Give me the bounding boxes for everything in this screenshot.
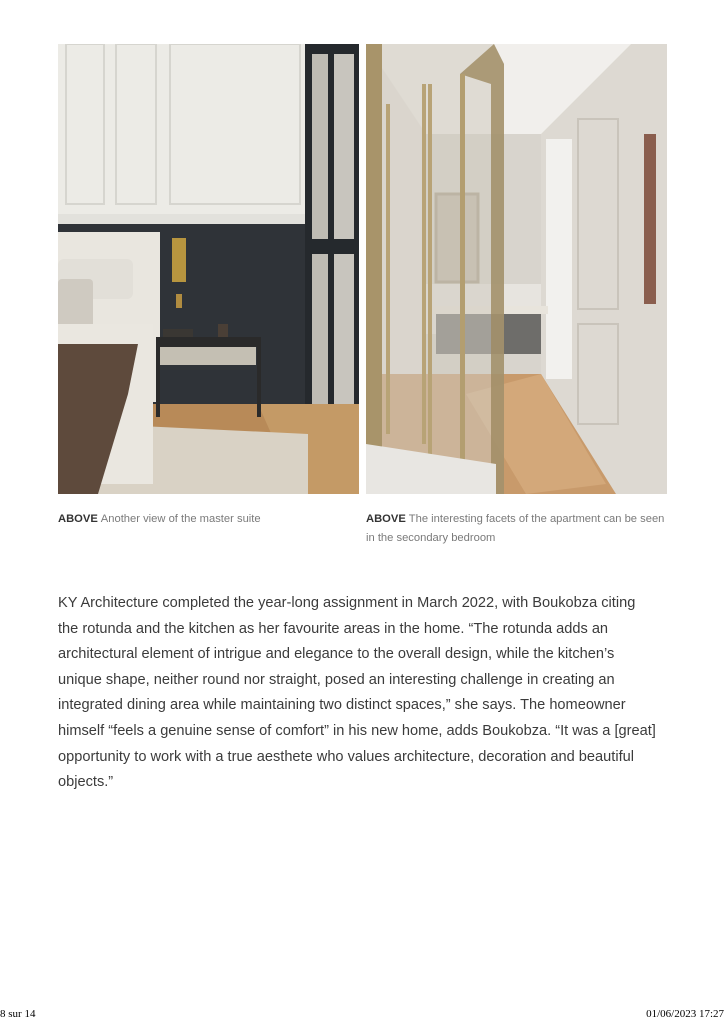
- caption-master-suite: [58, 510, 360, 529]
- caption-label: ABOVE: [366, 513, 406, 525]
- caption-secondary-bedroom: [366, 510, 668, 548]
- page-number: 8 sur 14: [0, 1008, 36, 1020]
- photo-master-suite: [58, 44, 359, 494]
- print-timestamp: 01/06/2023 17:27: [646, 1008, 724, 1020]
- photo-secondary-bedroom: [366, 44, 667, 494]
- caption-text: Another view of the master suite: [100, 513, 261, 525]
- caption-label: ABOVE: [58, 513, 98, 525]
- body-paragraph: KY Architecture completed the year-long assignment in March 2022, with Boukobza citing the rotunda and the kitchen as her favourite areas in the home. “The rotunda adds an architectural element of intrigue and elegance to the overall design, while the kitchen’s unique shape, neither round nor straight, posed an interesting challenge in creating an integrated dining area while maintaining two distinct spaces,” she says. The homeowner himself “feels a genuine sense of comfort” in his new home, adds Boukobza. “It was a [great] opportunity to work with a true aesthete who values architecture, decoration and beautiful objects.”: [58, 595, 656, 791]
- caption-text: The interesting facets of the apartment can be seen in the secondary bedroom: [366, 513, 665, 544]
